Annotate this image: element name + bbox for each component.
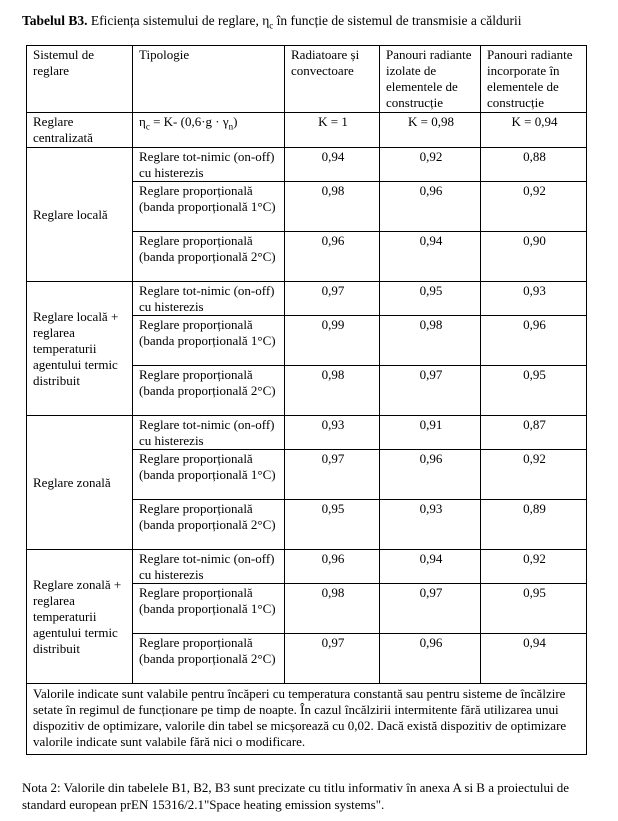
- system-cell: Reglare locală + reglarea temperaturii agentului termic distribuit: [27, 282, 133, 416]
- value-cell-2: 0,94: [380, 550, 481, 584]
- value-cell-3: 0,93: [481, 282, 587, 316]
- footnote-text: Valorile indicate sunt valabile pentru încăperi cu temperatura constantă sau pentru sisteme de încălzire setate în regimul de funcționare pe timp de noapte. În cazul încălzirii intermitente fără utilizarea unui dispozitiv de optimizare, valorile din tabel se micșorează cu 0,02. Dacă există dispozitiv de optimizare valorile indicate sunt valabile fără nici o modificare.: [27, 684, 587, 755]
- nota-2: Nota 2: Valorile din tabelele B1, B2, B3 sunt precizate cu titlu informativ în anexa A si B a proiectului de standard european prEN 15316/2.1"Space heating emission systems".: [22, 780, 570, 812]
- central-row: [27, 113, 587, 148]
- central-k2: K = 0,98: [380, 113, 481, 148]
- value-cell-2: 0,97: [380, 366, 481, 416]
- formula-eta: η: [139, 114, 146, 129]
- value-cell-1: 0,96: [285, 550, 380, 584]
- formula-subscript: c: [145, 121, 150, 132]
- typology-cell: Reglare tot-nimic (on-off) cu histerezis: [133, 148, 285, 182]
- value-cell-1: 0,97: [285, 450, 380, 500]
- value-cell-1: 0,94: [285, 148, 380, 182]
- value-cell-2: 0,98: [380, 316, 481, 366]
- value-cell-2: 0,97: [380, 584, 481, 634]
- table-row: [27, 148, 587, 182]
- footnote-row: [27, 684, 587, 755]
- value-cell-3: 0,92: [481, 550, 587, 584]
- typology-cell: Reglare proporțională (banda proporțională 2°C): [133, 366, 285, 416]
- value-cell-1: 0,98: [285, 584, 380, 634]
- value-cell-2: 0,93: [380, 500, 481, 550]
- typology-cell: Reglare proporțională (banda proporțională 2°C): [133, 634, 285, 684]
- typology-cell: Reglare proporțională (banda proporțională 2°C): [133, 500, 285, 550]
- typology-cell: Reglare proporțională (banda proporțională 1°C): [133, 316, 285, 366]
- value-cell-1: 0,96: [285, 232, 380, 282]
- value-cell-3: 0,96: [481, 316, 587, 366]
- central-system: Reglare centralizată: [27, 113, 133, 148]
- title-text-after: în funcție de sistemul de transmisie a căldurii: [273, 13, 522, 28]
- typology-cell: Reglare tot-nimic (on-off) cu histerezis: [133, 550, 285, 584]
- typology-cell: Reglare proporțională (banda proporțională 1°C): [133, 450, 285, 500]
- value-cell-3: 0,92: [481, 182, 587, 232]
- title-text: [90, 13, 522, 31]
- typology-cell: Reglare proporțională (banda proporțională 2°C): [133, 232, 285, 282]
- system-cell: Reglare locală: [27, 148, 133, 282]
- value-cell-3: 0,94: [481, 634, 587, 684]
- value-cell-2: 0,95: [380, 282, 481, 316]
- table-title: [22, 12, 602, 29]
- system-cell: Reglare zonală: [27, 416, 133, 550]
- value-cell-1: 0,99: [285, 316, 380, 366]
- header-row: [27, 46, 587, 113]
- value-cell-1: 0,95: [285, 500, 380, 550]
- formula-body: = K- (0,6·g · γ: [149, 114, 229, 129]
- value-cell-3: 0,89: [481, 500, 587, 550]
- value-cell-3: 0,87: [481, 416, 587, 450]
- value-cell-2: 0,91: [380, 416, 481, 450]
- value-cell-1: 0,97: [285, 282, 380, 316]
- value-cell-1: 0,98: [285, 182, 380, 232]
- value-cell-3: 0,90: [481, 232, 587, 282]
- value-cell-1: 0,97: [285, 634, 380, 684]
- table-label: Tabelul B3.: [22, 13, 88, 28]
- header-system: Sistemul de reglare: [27, 46, 133, 113]
- table-row: [27, 550, 587, 584]
- central-formula: [133, 113, 285, 148]
- value-cell-2: 0,92: [380, 148, 481, 182]
- title-text-before: Eficiența sistemului de reglare, η: [90, 13, 270, 28]
- efficiency-table: [26, 45, 587, 755]
- value-cell-3: 0,95: [481, 366, 587, 416]
- title-subscript: c: [269, 20, 274, 31]
- central-k1: K = 1: [285, 113, 380, 148]
- value-cell-2: 0,96: [380, 634, 481, 684]
- typology-cell: Reglare proporțională (banda proporțională 1°C): [133, 584, 285, 634]
- header-embedded-panels: Panouri radiante incorporate în elementele de construcție: [481, 46, 587, 113]
- value-cell-3: 0,92: [481, 450, 587, 500]
- value-cell-2: 0,96: [380, 450, 481, 500]
- value-cell-1: 0,93: [285, 416, 380, 450]
- value-cell-3: 0,95: [481, 584, 587, 634]
- system-cell: Reglare zonală + reglarea temperaturii agentului termic distribuit: [27, 550, 133, 684]
- formula-subscript-n: n: [228, 121, 234, 132]
- value-cell-1: 0,98: [285, 366, 380, 416]
- table-row: [27, 282, 587, 316]
- value-cell-3: 0,88: [481, 148, 587, 182]
- header-typology: Tipologie: [133, 46, 285, 113]
- value-cell-2: 0,96: [380, 182, 481, 232]
- value-cell-2: 0,94: [380, 232, 481, 282]
- table-row: [27, 416, 587, 450]
- typology-cell: Reglare tot-nimic (on-off) cu histerezis: [133, 282, 285, 316]
- central-k3: K = 0,94: [481, 113, 587, 148]
- header-insulated-panels: Panouri radiante izolate de elementele de construcție: [380, 46, 481, 113]
- formula-close: ): [233, 114, 238, 129]
- typology-cell: Reglare tot-nimic (on-off) cu histerezis: [133, 416, 285, 450]
- header-radiators: Radiatoare și convectoare: [285, 46, 380, 113]
- typology-cell: Reglare proporțională (banda proporțională 1°C): [133, 182, 285, 232]
